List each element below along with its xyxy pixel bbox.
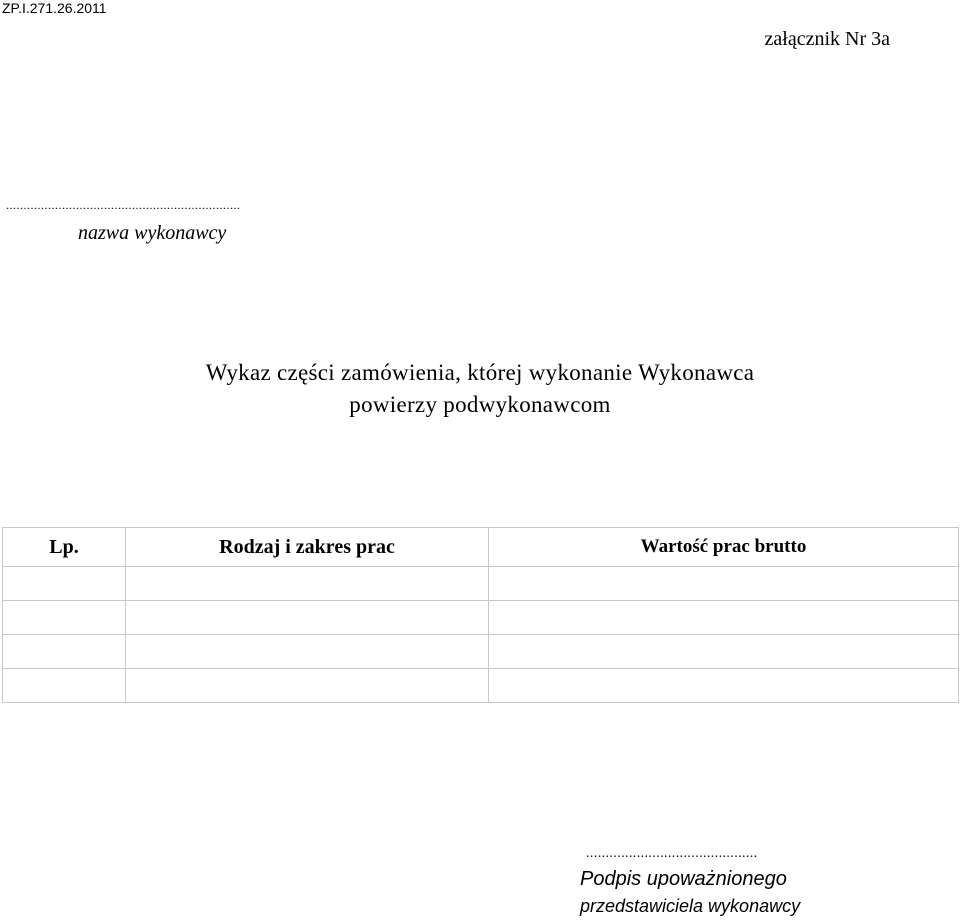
signature-caption-line-2: przedstawiciela wykonawcy — [580, 896, 801, 916]
table-cell-lp — [3, 601, 126, 635]
table-cell-value — [489, 635, 959, 669]
table-cell-lp — [3, 669, 126, 703]
table-header-row — [3, 528, 959, 567]
contractor-name-caption: nazwa wykonawcy — [78, 222, 227, 244]
attachment-label: załącznik Nr 3a — [764, 28, 890, 50]
signature-dotted-line: ............................................ — [586, 846, 758, 861]
document-title-line-2: powierzy podwykonawcom — [349, 392, 611, 417]
table-cell-value — [489, 601, 959, 635]
table-cell-lp — [3, 635, 126, 669]
document-title-line-1: Wykaz części zamówienia, której wykonanie Wykonawca — [205, 360, 755, 385]
column-header-value: Wartość prac brutto — [489, 528, 959, 567]
table-row — [3, 635, 959, 669]
table-cell-scope — [126, 601, 489, 635]
subcontracted-works-table — [2, 527, 959, 703]
column-header-lp: Lp. — [3, 528, 126, 567]
table-cell-scope — [126, 567, 489, 601]
table-row — [3, 601, 959, 635]
document-reference-number: ZP.I.271.26.2011 — [2, 0, 107, 16]
contractor-name-dotted-line: ................................................................... — [6, 198, 241, 212]
signature-caption-line-1: Podpis upoważnionego — [580, 868, 787, 890]
document-title — [0, 357, 960, 421]
table-cell-value — [489, 669, 959, 703]
table-cell-scope — [126, 635, 489, 669]
table-cell-scope — [126, 669, 489, 703]
table-cell-lp — [3, 567, 126, 601]
table-row — [3, 669, 959, 703]
column-header-scope: Rodzaj i zakres prac — [126, 528, 489, 567]
table-cell-value — [489, 567, 959, 601]
table-row — [3, 567, 959, 601]
